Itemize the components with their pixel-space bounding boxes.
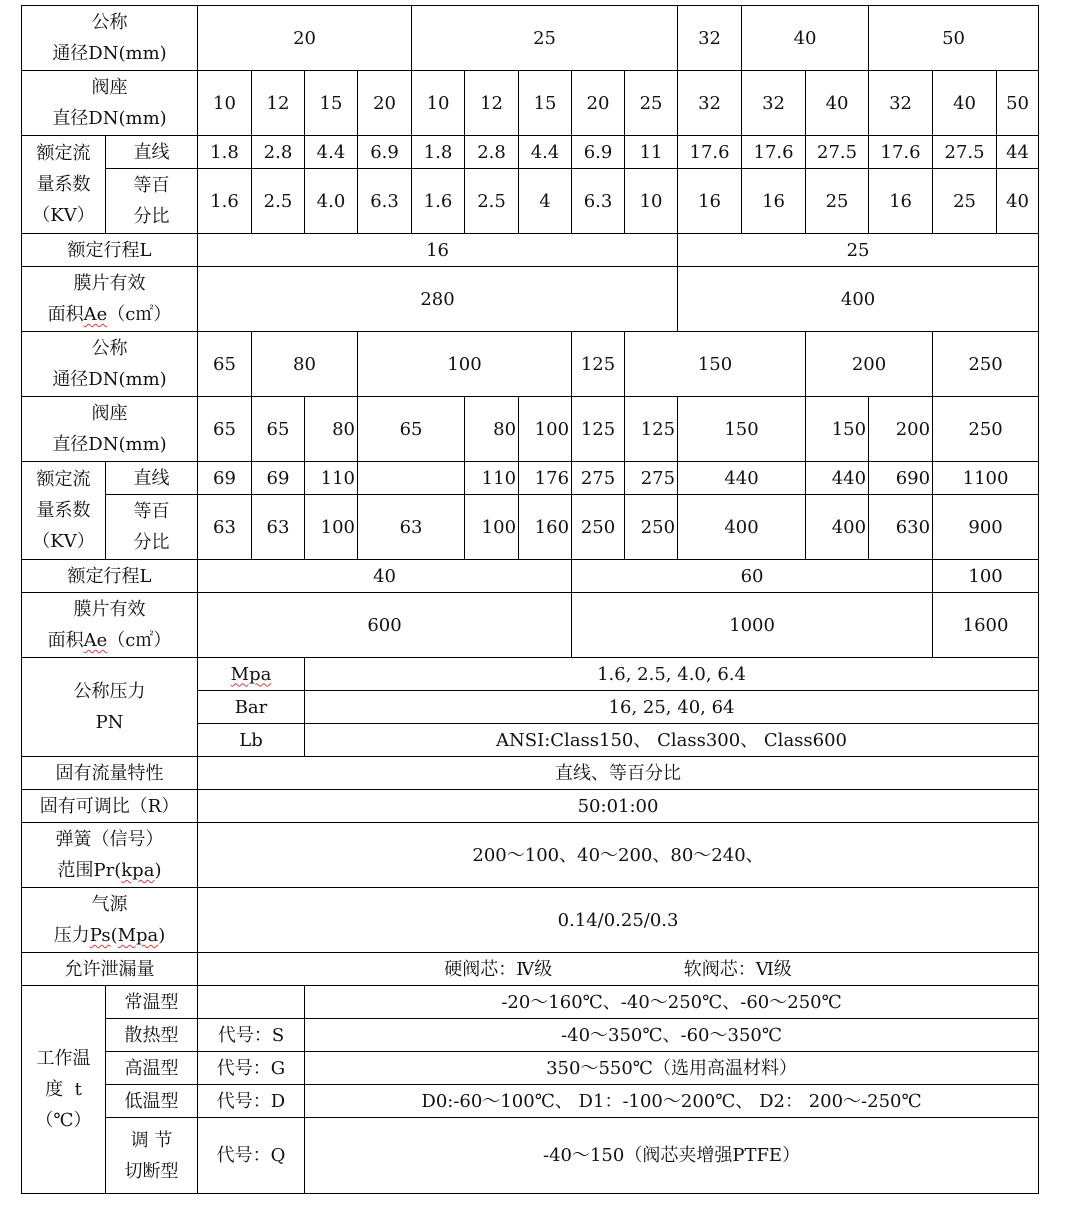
small-equal-value: 25 <box>933 169 997 234</box>
small-seat-value: 15 <box>305 71 358 136</box>
large-area-value: 600 <box>198 593 572 658</box>
leakage-label: 允许泄漏量 <box>22 953 198 986</box>
rangeability-row <box>22 790 1039 823</box>
large-linear-value: 1100 <box>933 462 1039 495</box>
small-dn-value: 50 <box>869 6 1039 71</box>
small-linear-value: 6.9 <box>572 136 625 169</box>
large-dn-value: 250 <box>933 332 1039 397</box>
small-linear-value: 2.8 <box>252 136 305 169</box>
small-seat-value: 25 <box>625 71 678 136</box>
small-seat-value: 20 <box>572 71 625 136</box>
small-seat-label: 阀座 直径DN(mm) <box>22 71 198 136</box>
large-kv-equal-row <box>22 495 1039 560</box>
large-equal-value: 63 <box>252 495 305 560</box>
temp-value: -40～350℃、-60～350℃ <box>305 1019 1039 1052</box>
small-kv-equal-row <box>22 169 1039 234</box>
large-stroke-label: 额定行程L <box>22 560 198 593</box>
large-equal-value: 400 <box>806 495 869 560</box>
small-dn-value: 40 <box>742 6 869 71</box>
large-dn-value: 150 <box>625 332 806 397</box>
large-seat-value: 65 <box>198 397 252 462</box>
large-stroke-row <box>22 560 1039 593</box>
small-equal-value: 4 <box>519 169 572 234</box>
temperature-label: 工作温 度 t （℃） <box>22 986 106 1194</box>
small-equal-value: 16 <box>869 169 933 234</box>
small-linear-value: 27.5 <box>933 136 997 169</box>
large-seat-value: 250 <box>933 397 1039 462</box>
temp-value: D0:-60～100℃、 D1：-100～200℃、 D2： 200～-250℃ <box>305 1085 1039 1118</box>
large-linear-value: 176 <box>519 462 572 495</box>
small-equal-value: 25 <box>806 169 869 234</box>
pressure-bar-unit: Bar <box>198 691 305 724</box>
small-area-value: 400 <box>678 267 1039 332</box>
small-linear-value: 6.9 <box>358 136 412 169</box>
large-equal-value: 63 <box>198 495 252 560</box>
large-linear-value: 69 <box>198 462 252 495</box>
temp-code <box>198 986 305 1019</box>
small-equal-value: 4.0 <box>305 169 358 234</box>
large-linear-value: 275 <box>625 462 678 495</box>
leakage-value <box>198 953 1039 986</box>
large-dn-value: 100 <box>358 332 572 397</box>
leakage-row <box>22 953 1039 986</box>
large-area-value: 1600 <box>933 593 1039 658</box>
large-linear-value: 440 <box>806 462 869 495</box>
temp-code: 代号：S <box>198 1019 305 1052</box>
small-linear-value: 17.6 <box>742 136 806 169</box>
temp-cutoff-code: 代号：Q <box>198 1118 305 1194</box>
small-stroke-row <box>22 234 1039 267</box>
large-seat-value: 100 <box>519 397 572 462</box>
small-equal-label: 等百 分比 <box>106 169 198 234</box>
small-dn-value: 20 <box>198 6 412 71</box>
small-equal-value: 40 <box>997 169 1039 234</box>
small-dn-value: 32 <box>678 6 742 71</box>
small-seat-value: 40 <box>933 71 997 136</box>
small-linear-value: 11 <box>625 136 678 169</box>
small-linear-value: 17.6 <box>869 136 933 169</box>
small-equal-value: 2.5 <box>252 169 305 234</box>
small-linear-label: 直线 <box>106 136 198 169</box>
small-equal-value: 2.5 <box>465 169 519 234</box>
small-seat-value: 32 <box>678 71 742 136</box>
small-linear-value: 1.8 <box>198 136 252 169</box>
temp-row-cutoff <box>22 1118 1039 1194</box>
small-seat-value: 10 <box>412 71 465 136</box>
large-dn-value: 125 <box>572 332 625 397</box>
large-equal-value: 63 <box>358 495 465 560</box>
large-linear-value: 110 <box>305 462 358 495</box>
temp-type: 常温型 <box>106 986 198 1019</box>
large-equal-label: 等百 分比 <box>106 495 198 560</box>
large-seat-value: 65 <box>252 397 305 462</box>
small-equal-value: 16 <box>678 169 742 234</box>
air-supply-row <box>22 888 1039 953</box>
small-equal-value: 6.3 <box>572 169 625 234</box>
small-linear-value: 4.4 <box>519 136 572 169</box>
large-equal-value: 100 <box>465 495 519 560</box>
large-stroke-value: 60 <box>572 560 933 593</box>
large-equal-value: 630 <box>869 495 933 560</box>
temp-code: 代号：G <box>198 1052 305 1085</box>
large-seat-value: 80 <box>465 397 519 462</box>
small-seat-row <box>22 71 1039 136</box>
temp-value: -20～160℃、-40～250℃、-60～250℃ <box>305 986 1039 1019</box>
air-supply-label: 气源 压力Ps(Mpa) <box>22 888 198 953</box>
small-area-row <box>22 267 1039 332</box>
large-dn-row <box>22 332 1039 397</box>
small-seat-value: 50 <box>997 71 1039 136</box>
spring-row <box>22 823 1039 888</box>
small-dn-value: 25 <box>412 6 678 71</box>
large-equal-value: 100 <box>305 495 358 560</box>
large-stroke-value: 100 <box>933 560 1039 593</box>
rangeability-label: 固有可调比（R） <box>22 790 198 823</box>
temp-type: 散热型 <box>106 1019 198 1052</box>
large-area-row <box>22 593 1039 658</box>
large-seat-value: 150 <box>678 397 806 462</box>
large-seat-value: 200 <box>869 397 933 462</box>
temp-code: 代号：D <box>198 1085 305 1118</box>
large-dn-value: 200 <box>806 332 933 397</box>
temp-row-high <box>22 1052 1039 1085</box>
temp-type: 高温型 <box>106 1052 198 1085</box>
flow-char-row <box>22 757 1039 790</box>
large-stroke-value: 40 <box>198 560 572 593</box>
small-linear-value: 17.6 <box>678 136 742 169</box>
small-equal-value: 16 <box>742 169 806 234</box>
large-seat-value: 125 <box>572 397 625 462</box>
large-dn-value: 80 <box>252 332 358 397</box>
large-kv-linear-row <box>22 462 1039 495</box>
small-seat-value: 12 <box>252 71 305 136</box>
leakage-hard: 硬阀芯：Ⅳ级 <box>444 958 553 980</box>
large-area-label: 膜片有效 面积Ae（c㎡） <box>22 593 198 658</box>
leakage-soft: 软阀芯：Ⅵ级 <box>683 958 792 980</box>
small-stroke-label: 额定行程L <box>22 234 198 267</box>
temp-type: 低温型 <box>106 1085 198 1118</box>
large-equal-value: 160 <box>519 495 572 560</box>
large-linear-label: 直线 <box>106 462 198 495</box>
small-seat-value: 12 <box>465 71 519 136</box>
small-seat-value: 32 <box>742 71 806 136</box>
large-equal-value: 250 <box>625 495 678 560</box>
small-linear-value: 1.8 <box>412 136 465 169</box>
pressure-mpa-row <box>22 658 1039 691</box>
large-seat-value: 80 <box>305 397 358 462</box>
small-linear-value: 27.5 <box>806 136 869 169</box>
small-seat-value: 20 <box>358 71 412 136</box>
small-kv-linear-row <box>22 136 1039 169</box>
large-seat-value: 150 <box>806 397 869 462</box>
small-equal-value: 6.3 <box>358 169 412 234</box>
spring-value: 200～100、40～200、80～240、 <box>198 823 1039 888</box>
small-dn-label: 公称 通径DN(mm) <box>22 6 198 71</box>
large-seat-value: 65 <box>358 397 465 462</box>
rangeability-value: 50:01:00 <box>198 790 1039 823</box>
temp-row-low <box>22 1085 1039 1118</box>
small-equal-value: 1.6 <box>198 169 252 234</box>
small-linear-value: 4.4 <box>305 136 358 169</box>
large-dn-label: 公称 通径DN(mm) <box>22 332 198 397</box>
pressure-mpa-value: 1.6, 2.5, 4.0, 6.4 <box>305 658 1039 691</box>
temp-cutoff-value: -40～150（阀芯夹增强PTFE） <box>305 1118 1039 1194</box>
large-linear-value: 110 <box>465 462 519 495</box>
large-dn-value: 65 <box>198 332 252 397</box>
large-seat-label: 阀座 直径DN(mm) <box>22 397 198 462</box>
small-seat-value: 10 <box>198 71 252 136</box>
large-kv-label: 额定流 量系数 （KV） <box>22 462 106 560</box>
small-seat-value: 15 <box>519 71 572 136</box>
large-equal-value: 900 <box>933 495 1039 560</box>
large-area-value: 1000 <box>572 593 933 658</box>
temp-value: 350～550℃（选用高温材料） <box>305 1052 1039 1085</box>
small-equal-value: 1.6 <box>412 169 465 234</box>
pressure-lb-unit: Lb <box>198 724 305 757</box>
small-stroke-value: 16 <box>198 234 678 267</box>
flow-char-value: 直线、等百分比 <box>198 757 1039 790</box>
small-area-value: 280 <box>198 267 678 332</box>
large-linear-value: 440 <box>678 462 806 495</box>
large-seat-value: 125 <box>625 397 678 462</box>
pressure-mpa-unit: Mpa <box>198 658 305 691</box>
small-seat-value: 40 <box>806 71 869 136</box>
temp-cutoff-type: 调 节 切断型 <box>106 1118 198 1194</box>
large-linear-value: 690 <box>869 462 933 495</box>
large-linear-value: 69 <box>252 462 305 495</box>
small-stroke-value: 25 <box>678 234 1039 267</box>
small-area-label: 膜片有效 面积Ae（c㎡） <box>22 267 198 332</box>
temp-row-radiating <box>22 1019 1039 1052</box>
large-equal-value: 250 <box>572 495 625 560</box>
small-dn-row <box>22 6 1039 71</box>
large-linear-value <box>358 462 465 495</box>
pressure-label: 公称压力 PN <box>22 658 198 757</box>
pressure-lb-value: ANSI:Class150、 Class300、 Class600 <box>305 724 1039 757</box>
small-linear-value: 44 <box>997 136 1039 169</box>
large-seat-row <box>22 397 1039 462</box>
small-seat-value: 32 <box>869 71 933 136</box>
large-linear-value: 275 <box>572 462 625 495</box>
spring-label: 弹簧（信号） 范围Pr(kpa) <box>22 823 198 888</box>
pressure-bar-value: 16, 25, 40, 64 <box>305 691 1039 724</box>
large-equal-value: 400 <box>678 495 806 560</box>
flow-char-label: 固有流量特性 <box>22 757 198 790</box>
air-supply-value: 0.14/0.25/0.3 <box>198 888 1039 953</box>
temp-row-normal <box>22 986 1039 1019</box>
small-equal-value: 10 <box>625 169 678 234</box>
small-kv-label: 额定流 量系数 （KV） <box>22 136 106 234</box>
valve-spec-table <box>21 5 1039 1194</box>
small-linear-value: 2.8 <box>465 136 519 169</box>
